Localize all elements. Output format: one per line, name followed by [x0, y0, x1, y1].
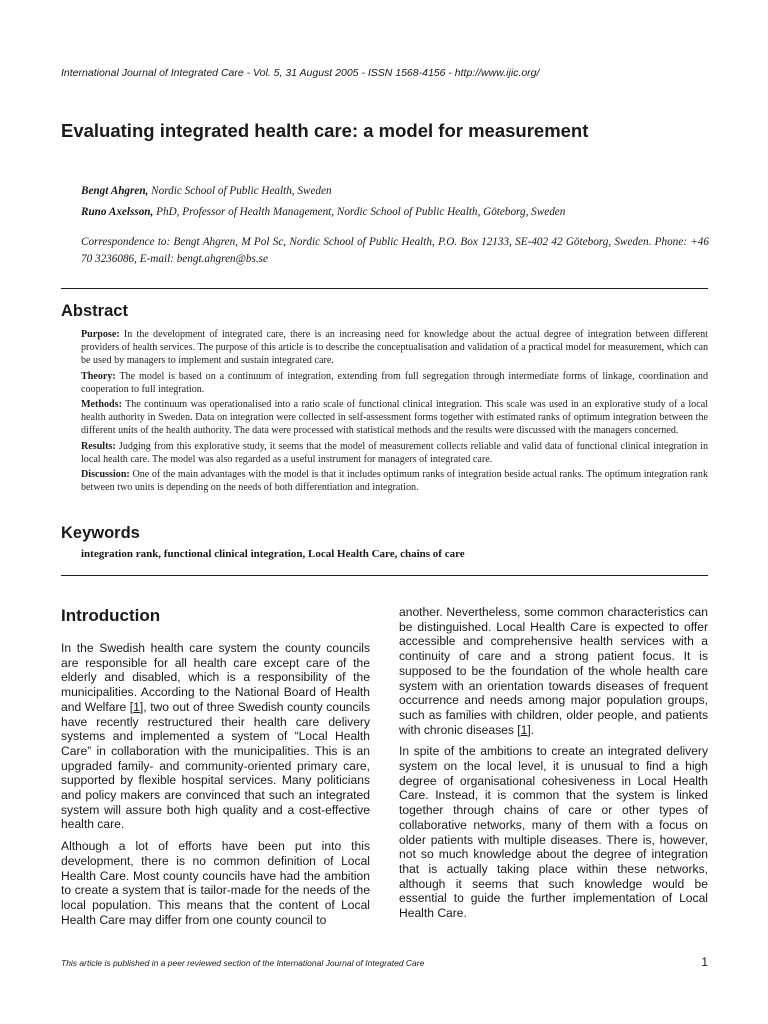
- paragraph-text: another. Nevertheless, some common characteristics can be distinguished. Local Health Care is expected to offer accessible and comprehensive health services with a continuity of care and a strong patient focus. It is supposed to be the foundation of the whole health care system with an orientation towards diseases of frequent occurrence and needs among major population groups, such as families with children, older people, and patients with chronic diseases [: [399, 605, 708, 737]
- keywords-heading: Keywords: [61, 524, 140, 542]
- introduction-heading: Introduction: [61, 606, 161, 625]
- paragraph-text: ], two out of three Swedish county councils have recently restructured their health care delivery systems and implemented a system of “Local Health Care” in collaboration with the municipalities. This is an upgraded family- and community-oriented primary care, supported by flexible hospital services. Many politicians and policy makers are convinced that such an integrated system will assure both high quality and a cost-effective health care.: [61, 699, 370, 832]
- author-name: Runo Axelsson,: [81, 206, 154, 218]
- abstract-methods: [81, 398, 708, 438]
- reference-link[interactable]: 1: [520, 722, 528, 737]
- correspondence: Correspondence to: Bengt Ahgren, M Pol Sc, Nordic School of Public Health, P.O. Box 12133, SE-402 42 Göteborg, Sweden. Phone: +46 70 3236086, E-mail: bengt.ahgren@bs.se: [81, 236, 709, 265]
- keywords-text: integration rank, functional clinical integration, Local Health Care, chains of care: [81, 548, 465, 560]
- author-entry: [81, 206, 709, 227]
- paragraph: Although a lot of efforts have been put into this development, there is no common definition of Local Health Care. Most county councils have had the ambition to create a system that is tailor-made for the needs of the local population. This means that the content of Local Health Care may differ from one county council to: [61, 839, 370, 927]
- paragraph: [399, 605, 708, 737]
- author-list: [81, 185, 709, 227]
- column-right: [399, 605, 708, 928]
- column-left: [61, 605, 370, 934]
- abstract-text: Judging from this explorative study, it seems that the model of measurement collects reliable and valid data of functional clinical integration in local health care. The model was also regarded as a useful instrument for managers of integrated care.: [81, 440, 708, 465]
- abstract-label: Theory:: [81, 370, 116, 382]
- reference-link[interactable]: 1: [133, 699, 140, 714]
- abstract-label: Results:: [81, 440, 116, 452]
- abstract-text: The continuum was operationalised into a ratio scale of functional clinical integration. This scale was used in an explorative study of a local health authority in Sweden. Data on integration were collected in self-assessment forms together with estimated ranks of optimum integration between the different units of the health authority. The data were processed with statistical methods and the results were discussed with the managers concerned.: [81, 399, 708, 437]
- paragraph: In spite of the ambitions to create an integrated delivery system on the local level, it is unusual to find a high degree of organisational cohesiveness in Local Health Care. Instead, it is common that the system is linked together through chains of care or other types of collaborative networks, many of them with a focus on older patients with multiple diseases. There is, however, not so much knowledge about the degree of integration that is actually taking place within these networks, although it seems that such knowledge would be essential to guide the further implementation of Local Health Care.: [399, 744, 708, 921]
- abstract-text: In the development of integrated care, there is an increasing need for knowledge about the actual degree of integration between different providers of health services. The purpose of this article is to describe the conceptualisation and validation of a practical model for measurement, which can be used by managers to implement and sustain integrated care.: [81, 329, 708, 367]
- divider-top: [61, 288, 708, 289]
- abstract-purpose: [81, 328, 708, 368]
- abstract-body: [81, 328, 708, 496]
- author-entry: [81, 185, 709, 206]
- footer-note: This article is published in a peer reviewed section of the International Journal of Integrated Care: [61, 958, 425, 968]
- article-title: Evaluating integrated health care: a model for measurement: [61, 120, 589, 141]
- paragraph-text: ].: [527, 722, 535, 737]
- abstract-label: Methods:: [81, 399, 122, 411]
- author-affiliation: PhD, Professor of Health Management, Nordic School of Public Health, Göteborg, Sweden: [153, 206, 566, 218]
- journal-header: International Journal of Integrated Care - Vol. 5, 31 August 2005 - ISSN 1568-4156 - http://www.ijic.org/: [61, 67, 540, 79]
- abstract-theory: [81, 370, 708, 396]
- paragraph: [61, 641, 370, 832]
- abstract-text: The model is based on a continuum of integration, extending from full segregation through intermediate forms of linkage, coordination and cooperation to full integration.: [81, 370, 708, 395]
- author-affiliation: Nordic School of Public Health, Sweden: [148, 185, 332, 197]
- page-number: 1: [701, 955, 708, 969]
- abstract-results: [81, 440, 708, 466]
- abstract-label: Discussion:: [81, 469, 130, 481]
- abstract-label: Purpose:: [81, 329, 120, 340]
- divider-bottom: [61, 575, 708, 576]
- abstract-text: One of the main advantages with the model is that it includes optimum ranks of integration beside actual ranks. The optimum integration rank between two units is depending on the needs of both differentiation and integration.: [81, 469, 708, 494]
- abstract-discussion: [81, 468, 708, 494]
- paragraph-text: In the Swedish health care system the county councils are responsible for all health care except care of the elderly and disabled, which is a responsibility of the municipalities. According to the National Board of Health and Welfare [: [61, 641, 370, 714]
- author-name: Bengt Ahgren,: [81, 185, 149, 197]
- abstract-heading: Abstract: [61, 302, 128, 320]
